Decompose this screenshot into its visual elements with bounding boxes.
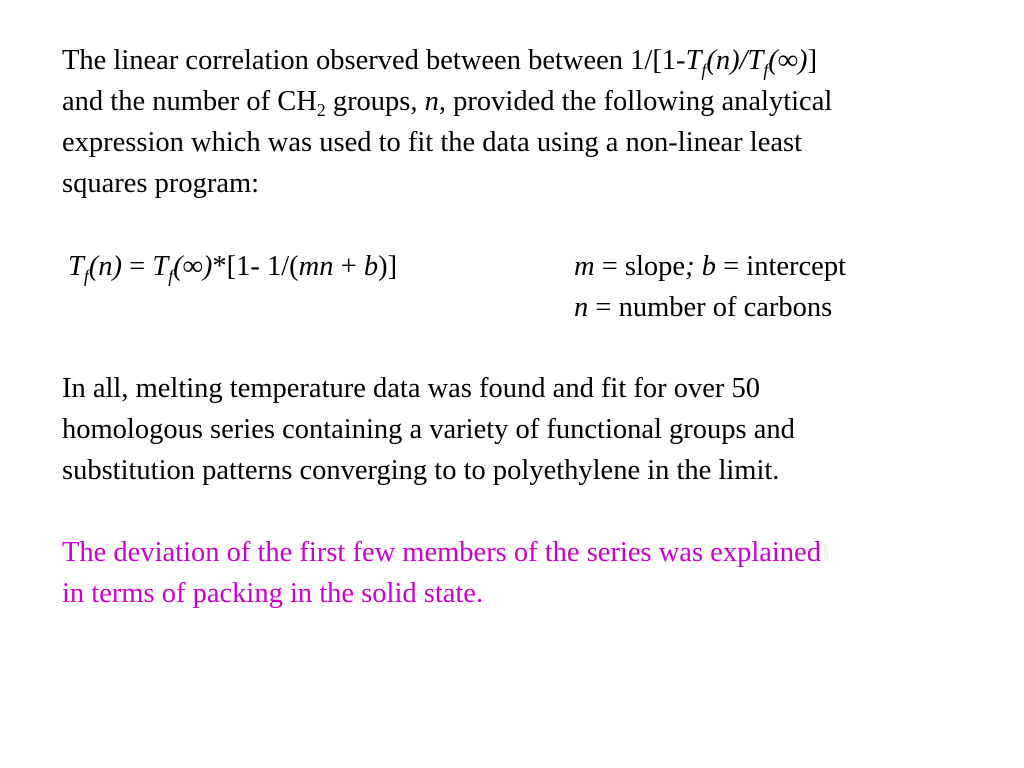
intro-text: The linear correlation observed between between 1/[1-	[62, 45, 686, 76]
deviation-note	[62, 532, 821, 614]
mn-variable: mn	[298, 251, 334, 282]
n-variable: n	[574, 292, 589, 323]
equals-sign: =	[588, 292, 619, 323]
intro-line-2	[62, 81, 832, 122]
infinity-argument: (∞)	[768, 45, 808, 76]
intercept-label: intercept	[746, 251, 846, 282]
intro-line-3: expression which was used to fit the data using a non-linear least	[62, 127, 803, 158]
equation-text: *[1- 1/(	[212, 251, 299, 282]
intro-text: , provided the following analytical	[438, 86, 833, 117]
ch2-subscript: 2	[316, 99, 326, 120]
temperature-symbol: T	[68, 251, 84, 282]
temperature-symbol: T	[685, 45, 702, 76]
intro-line-4: squares program:	[62, 168, 260, 199]
slope-intercept-definition	[574, 246, 846, 287]
closing-bracket: ]	[807, 45, 818, 76]
equals-sign: =	[715, 251, 747, 282]
n-argument: (n)	[88, 251, 122, 282]
summary-paragraph	[62, 368, 795, 491]
fusion-subscript: f	[701, 59, 707, 80]
summary-line-2: homologous series containing a variety of functional groups and	[62, 414, 795, 445]
fusion-subscript: f	[83, 265, 89, 286]
equals-sign: =	[122, 251, 153, 282]
intro-text: and the number of CH	[62, 86, 317, 117]
fusion-subscript: f	[763, 59, 769, 80]
equation-formula	[68, 246, 397, 287]
m-variable: m	[574, 251, 595, 282]
intro-text: groups,	[325, 86, 425, 117]
b-variable: b	[363, 251, 379, 282]
equation-text: )]	[378, 251, 398, 282]
semicolon: ;	[685, 251, 702, 282]
equals-sign: =	[594, 251, 625, 282]
temperature-symbol: T	[747, 45, 764, 76]
intro-line-1	[62, 40, 832, 81]
n-variable: n	[424, 86, 439, 117]
n-argument: (n)/	[706, 45, 748, 76]
fusion-subscript: f	[168, 265, 174, 286]
summary-line-1: In all, melting temperature data was found and fit for over 50	[62, 373, 761, 404]
intro-paragraph	[62, 40, 832, 204]
note-line-1: The deviation of the first few members of the series was explained	[62, 537, 821, 568]
summary-line-3: substitution patterns converging to to polyethylene in the limit.	[62, 455, 780, 486]
b-variable: b	[701, 251, 716, 282]
note-line-2: in terms of packing in the solid state.	[62, 578, 484, 609]
plus-sign: +	[333, 251, 364, 282]
temperature-symbol: T	[152, 251, 169, 282]
carbons-definition	[574, 287, 832, 328]
slope-label: slope	[624, 251, 686, 282]
infinity-argument: (∞)	[173, 251, 213, 282]
carbons-label: number of carbons	[618, 292, 833, 323]
